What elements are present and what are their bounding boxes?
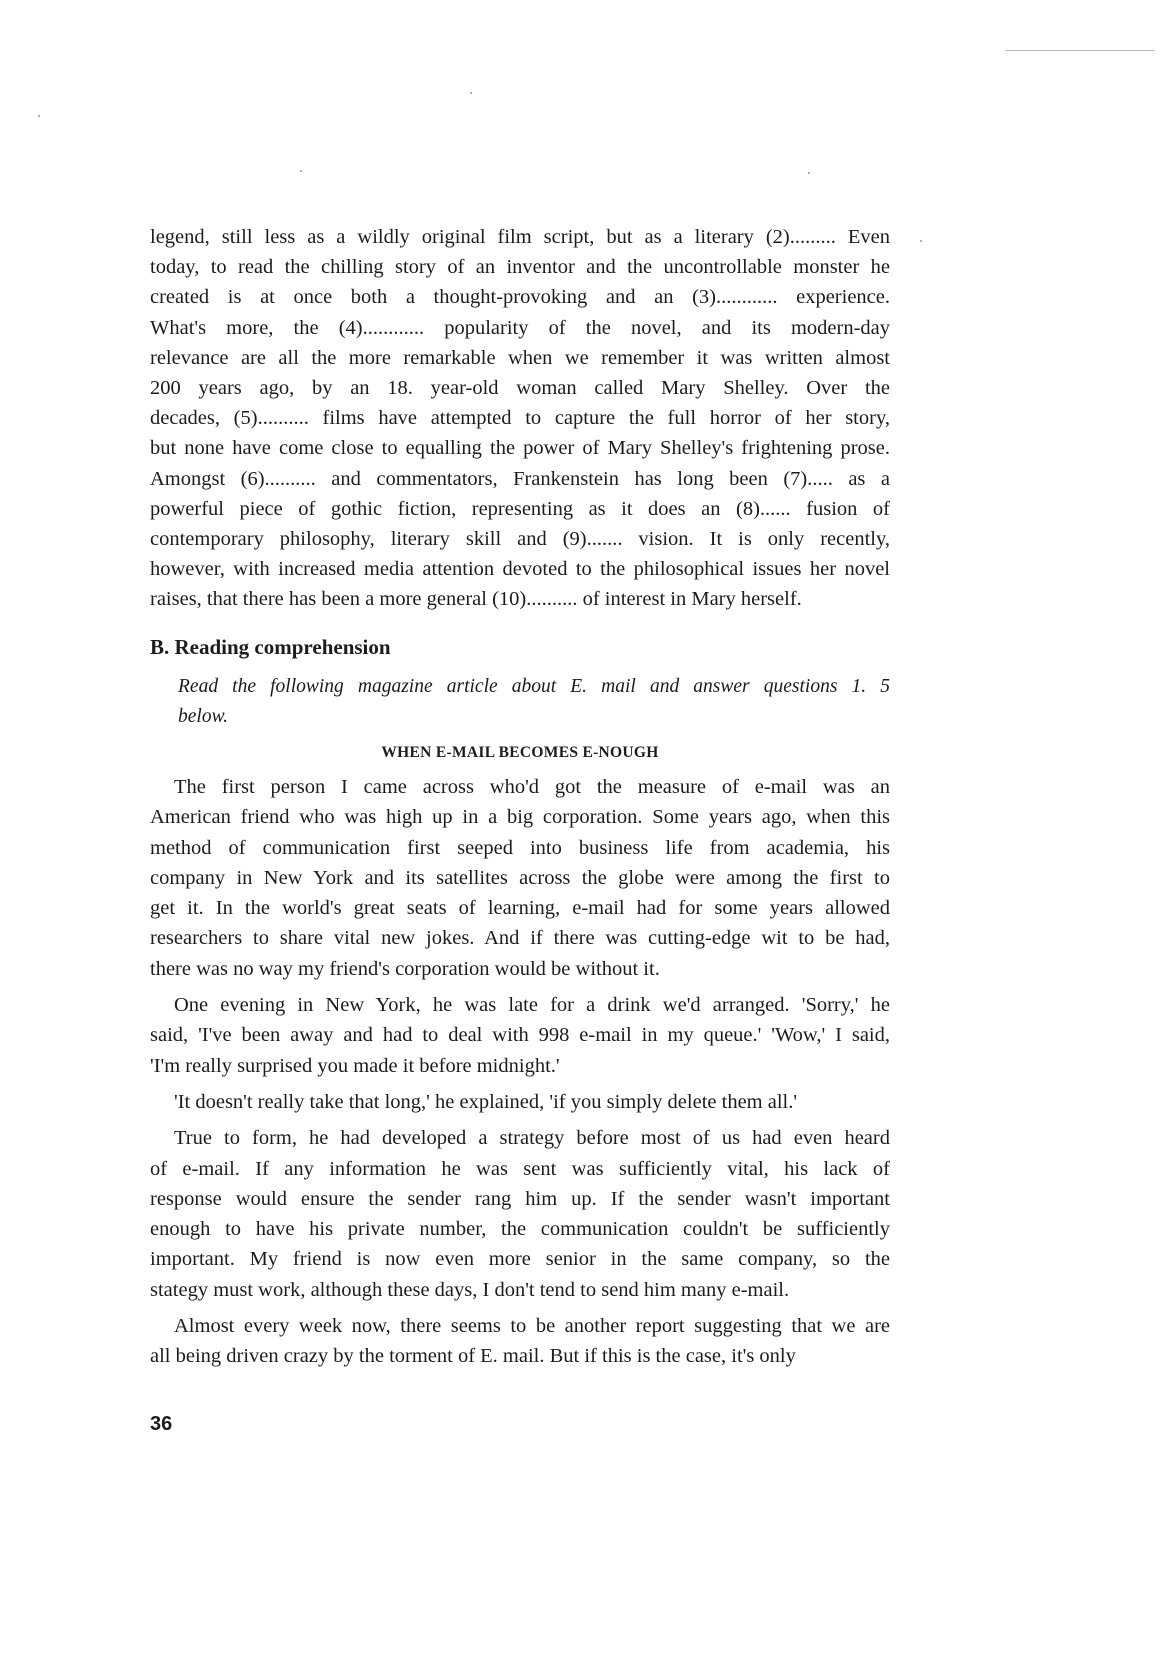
scan-speck bbox=[300, 170, 302, 172]
passage-line: today, to read the chilling story of an inventor and the uncontrollable monster he bbox=[150, 256, 890, 279]
article-line: all being driven crazy by the torment of E. mail. But if this is the case, it's only bbox=[150, 1345, 796, 1368]
passage-line: but none have come close to equalling the power of Mary Shelley's frightening prose. bbox=[150, 437, 890, 460]
article-line: stategy must work, although these days, I don't tend to send him many e-mail. bbox=[150, 1278, 790, 1301]
article-paragraph bbox=[150, 1311, 890, 1372]
article-line: said, 'I've been away and had to deal with 998 e-mail in my queue.' 'Wow,' I said, bbox=[150, 1024, 890, 1047]
article-line: of e-mail. If any information he was sent was sufficiently vital, his lack of bbox=[150, 1157, 890, 1180]
article-line: researchers to share vital new jokes. And if there was cutting-edge wit to be had, bbox=[150, 927, 890, 950]
passage-line: powerful piece of gothic fiction, representing as it does an (8)...... fusion of bbox=[150, 497, 890, 520]
section-heading: B. Reading comprehension bbox=[150, 635, 391, 659]
article-paragraph bbox=[150, 1087, 890, 1117]
section-instruction bbox=[178, 672, 890, 732]
scan-speck bbox=[808, 172, 810, 174]
article-line: 'It doesn't really take that long,' he explained, 'if you simply delete them all.' bbox=[174, 1090, 798, 1113]
passage-line: relevance are all the more remarkable when we remember it was written almost bbox=[150, 346, 890, 369]
scan-speck bbox=[470, 92, 472, 94]
article-body bbox=[150, 772, 890, 1378]
scan-edge-mark bbox=[1005, 50, 1155, 51]
article-line: Almost every week now, there seems to be another report suggesting that we are bbox=[174, 1315, 890, 1338]
article-line: The first person I came across who'd got the measure of e-mail was an bbox=[174, 776, 890, 798]
passage-line: decades, (5).......... films have attempted to capture the full horror of her story, bbox=[150, 407, 890, 430]
article-line: True to form, he had developed a strategy before most of us had even heard bbox=[174, 1127, 890, 1150]
article-line: company in New York and its satellites across the globe were among the first to bbox=[150, 866, 890, 889]
article-line: American friend who was high up in a big corporation. Some years ago, when this bbox=[150, 806, 890, 829]
passage-line: What's more, the (4)............ popularity of the novel, and its modern-day bbox=[150, 316, 890, 339]
article-title: WHEN E-MAIL BECOMES E-NOUGH bbox=[381, 744, 659, 761]
passage-line: 200 years ago, by an 18. year-old woman called Mary Shelley. Over the bbox=[150, 377, 890, 400]
passage-line: however, with increased media attention devoted to the philosophical issues her novel bbox=[150, 558, 890, 581]
article-line: enough to have his private number, the communication couldn't be sufficiently bbox=[150, 1218, 890, 1241]
article-line: response would ensure the sender rang him up. If the sender wasn't important bbox=[150, 1187, 890, 1210]
instruction-line: below. bbox=[178, 706, 229, 727]
article-line: 'I'm really surprised you made it before midnight.' bbox=[150, 1054, 560, 1077]
passage-line: Amongst (6).......... and commentators, Frankenstein has long been (7)..... as a bbox=[150, 467, 890, 490]
passage-line: legend, still less as a wildly original film script, but as a literary (2)......... Even bbox=[150, 226, 890, 248]
passage-line: raises, that there has been a more general (10).......... of interest in Mary herself. bbox=[150, 588, 802, 611]
passage-line: contemporary philosophy, literary skill and (9)....... vision. It is only recently, bbox=[150, 528, 890, 551]
page-number: 36 bbox=[150, 1413, 173, 1435]
cloze-passage bbox=[150, 222, 890, 615]
article-paragraph bbox=[150, 772, 890, 984]
article-line: there was no way my friend's corporation would be without it. bbox=[150, 957, 660, 980]
scan-speck bbox=[38, 115, 40, 117]
article-line: One evening in New York, he was late for a drink we'd arranged. 'Sorry,' he bbox=[174, 994, 890, 1017]
article-paragraph bbox=[150, 990, 890, 1081]
passage-line: created is at once both a thought-provoking and an (3)............ experience. bbox=[150, 286, 890, 309]
scan-speck bbox=[920, 240, 922, 242]
article-line: important. My friend is now even more senior in the same company, so the bbox=[150, 1248, 890, 1271]
article-line: method of communication first seeped into business life from academia, his bbox=[150, 836, 890, 859]
article-paragraph bbox=[150, 1123, 890, 1305]
article-line: get it. In the world's great seats of learning, e-mail had for some years allowed bbox=[150, 897, 890, 920]
instruction-line: Read the following magazine article about E. mail and answer questions 1. 5 bbox=[178, 676, 890, 697]
